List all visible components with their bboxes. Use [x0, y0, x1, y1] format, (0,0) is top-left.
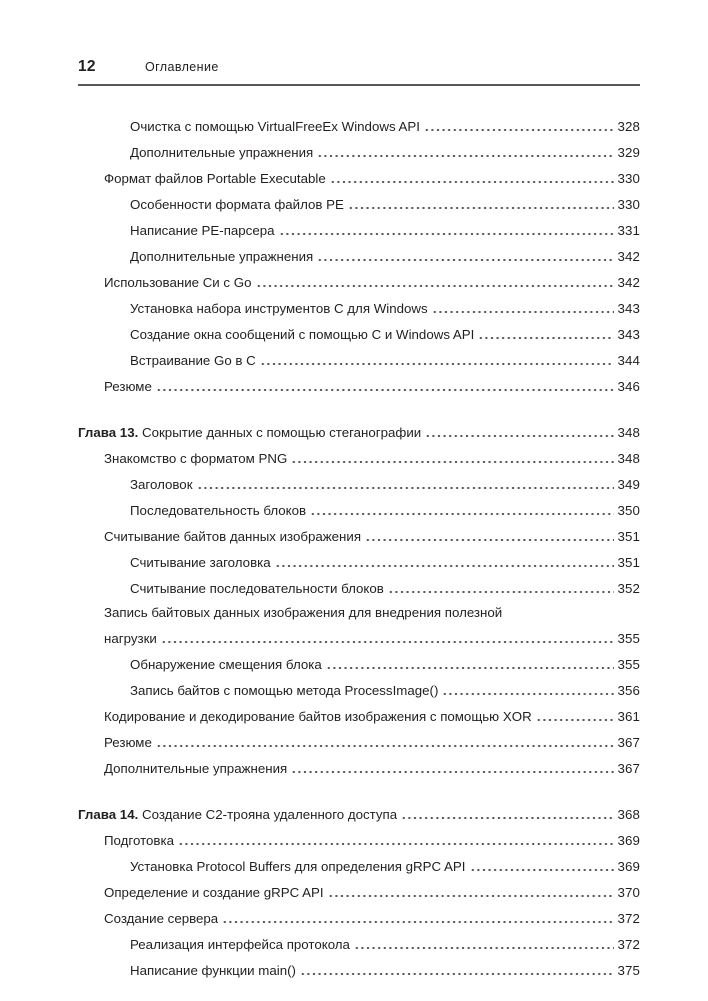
dot-leader — [348, 207, 614, 209]
header-divider — [78, 84, 640, 86]
dot-leader — [536, 719, 614, 721]
toc-page-number: 331 — [617, 223, 640, 238]
chapter-label: Глава 13. — [78, 425, 139, 440]
toc-entry-text: Подготовка — [104, 833, 174, 848]
toc-entry-text: Считывание байтов данных изображения — [104, 529, 362, 544]
toc-entry[interactable] — [78, 620, 640, 646]
toc-page-number: 343 — [617, 301, 640, 316]
toc-page-number: 369 — [617, 859, 640, 874]
toc-entry-text: Встраивание Go в C — [130, 353, 256, 368]
toc-entry-text: Дополнительные упражнения — [104, 761, 288, 776]
toc-entry[interactable] — [78, 848, 640, 874]
toc-entry-text: Заголовок — [130, 477, 193, 492]
toc-entry-text: Реализация интерфейса протокола — [130, 937, 350, 952]
dot-leader — [425, 435, 614, 437]
toc-entry-text: Определение и создание gRPC API — [104, 885, 324, 900]
toc-page-number: 348 — [617, 425, 640, 440]
dot-leader — [256, 285, 614, 287]
dot-leader — [178, 843, 614, 845]
dot-leader — [222, 921, 614, 923]
toc-entry-text: Знакомство с форматом PNG — [104, 451, 288, 466]
toc-entry[interactable] — [78, 926, 640, 952]
toc-page-number: 372 — [617, 911, 640, 926]
dot-leader — [317, 155, 614, 157]
toc-entry[interactable] — [78, 518, 640, 544]
toc-entry[interactable] — [78, 952, 640, 978]
toc-entry[interactable] — [78, 342, 640, 368]
toc-entry-text: Кодирование и декодирование байтов изображения с помощью XOR — [104, 709, 532, 724]
toc-entry-text — [78, 425, 421, 440]
dot-leader — [279, 233, 614, 235]
table-of-contents — [78, 108, 640, 978]
toc-entry-text — [78, 807, 397, 822]
toc-entry-text: Запись байтовых данных изображения для внедрения полезной — [104, 605, 503, 620]
chapter-label: Глава 14. — [78, 807, 139, 822]
toc-page-number: 329 — [617, 145, 640, 160]
toc-chapter-entry[interactable] — [78, 796, 640, 822]
toc-entry-text: Формат файлов Portable Executable — [104, 171, 326, 186]
toc-page-number: 367 — [617, 761, 640, 776]
toc-entry-text: Резюме — [104, 735, 152, 750]
dot-leader — [354, 947, 614, 949]
dot-leader — [442, 693, 614, 695]
toc-entry[interactable] — [78, 466, 640, 492]
toc-entry[interactable] — [78, 822, 640, 848]
dot-leader — [326, 667, 614, 669]
toc-entry-text: Установка Protocol Buffers для определения gRPC API — [130, 859, 466, 874]
dot-leader — [317, 259, 614, 261]
toc-entry[interactable] — [78, 646, 640, 672]
toc-page-number: 356 — [617, 683, 640, 698]
dot-leader — [478, 337, 614, 339]
toc-entry[interactable] — [78, 160, 640, 186]
toc-page-number: 375 — [617, 963, 640, 978]
page-number: 12 — [78, 58, 96, 75]
toc-entry-text: Считывание последовательности блоков — [130, 581, 384, 596]
toc-page-number: 348 — [617, 451, 640, 466]
toc-entry-text: Очистка с помощью VirtualFreeEx Windows API — [130, 119, 420, 134]
page-title: Оглавление — [145, 60, 219, 74]
toc-entry[interactable] — [78, 238, 640, 264]
toc-page-number: 372 — [617, 937, 640, 952]
toc-entry-text: нагрузки — [104, 631, 157, 646]
toc-entry-text: Обнаружение смещения блока — [130, 657, 322, 672]
dot-leader — [156, 745, 614, 747]
dot-leader — [388, 591, 614, 593]
toc-page-number: 328 — [617, 119, 640, 134]
chapter-title: Сокрытие данных с помощью стеганографии — [138, 425, 422, 440]
dot-leader — [275, 565, 614, 567]
section-gap — [78, 776, 640, 796]
dot-leader — [291, 771, 614, 773]
toc-page-number: 355 — [617, 657, 640, 672]
dot-leader — [470, 869, 615, 871]
toc-page-number: 342 — [617, 249, 640, 264]
toc-page-number: 343 — [617, 327, 640, 342]
toc-entry[interactable] — [78, 724, 640, 750]
toc-entry-text: Запись байтов с помощью метода ProcessImage() — [130, 683, 439, 698]
dot-leader — [424, 129, 614, 131]
dot-leader — [291, 461, 614, 463]
toc-page-number: 368 — [617, 807, 640, 822]
toc-entry[interactable] — [78, 186, 640, 212]
chapter-title: Создание C2-трояна удаленного доступа — [138, 807, 398, 822]
toc-page-number: 352 — [617, 581, 640, 596]
toc-page-number: 330 — [617, 197, 640, 212]
dot-leader — [197, 487, 614, 489]
toc-page-number: 351 — [617, 529, 640, 544]
toc-entry[interactable] — [78, 596, 640, 620]
toc-entry-text: Установка набора инструментов C для Windows — [130, 301, 428, 316]
dot-leader — [328, 895, 614, 897]
toc-entry-text: Создание окна сообщений с помощью C и Windows API — [130, 327, 475, 342]
running-header — [78, 58, 640, 84]
toc-entry[interactable] — [78, 672, 640, 698]
toc-chapter-entry[interactable] — [78, 414, 640, 440]
toc-entry[interactable] — [78, 492, 640, 518]
toc-entry[interactable] — [78, 900, 640, 926]
toc-entry[interactable] — [78, 570, 640, 596]
toc-entry-text: Создание сервера — [104, 911, 219, 926]
toc-page-number: 370 — [617, 885, 640, 900]
toc-entry-text: Дополнительные упражнения — [130, 145, 314, 160]
section-gap — [78, 394, 640, 414]
dot-leader — [310, 513, 614, 515]
toc-entry[interactable] — [78, 698, 640, 724]
toc-entry[interactable] — [78, 316, 640, 342]
toc-entry-text: Написание функции main() — [130, 963, 296, 978]
toc-page-number: 344 — [617, 353, 640, 368]
toc-entry[interactable] — [78, 750, 640, 776]
toc-entry-text: Дополнительные упражнения — [130, 249, 314, 264]
toc-entry[interactable] — [78, 108, 640, 134]
dot-leader — [260, 363, 614, 365]
toc-entry[interactable] — [78, 368, 640, 394]
toc-entry-text: Последовательность блоков — [130, 503, 307, 518]
toc-entry-text: Считывание заголовка — [130, 555, 271, 570]
toc-page-number: 349 — [617, 477, 640, 492]
toc-entry[interactable] — [78, 290, 640, 316]
toc-entry-text: Написание PE-парсера — [130, 223, 275, 238]
toc-entry[interactable] — [78, 544, 640, 570]
toc-page-number: 342 — [617, 275, 640, 290]
toc-page-number: 355 — [617, 631, 640, 646]
toc-entry-text: Использование Си с Go — [104, 275, 252, 290]
dot-leader — [156, 389, 614, 391]
toc-entry[interactable] — [78, 264, 640, 290]
toc-entry[interactable] — [78, 134, 640, 160]
dot-leader — [432, 311, 614, 313]
dot-leader — [300, 973, 614, 975]
toc-page-number: 351 — [617, 555, 640, 570]
toc-entry[interactable] — [78, 440, 640, 466]
toc-page-number: 369 — [617, 833, 640, 848]
toc-page-number: 330 — [617, 171, 640, 186]
toc-entry-text: Особенности формата файлов PE — [130, 197, 344, 212]
toc-page-number: 361 — [617, 709, 640, 724]
toc-entry[interactable] — [78, 212, 640, 238]
toc-entry[interactable] — [78, 874, 640, 900]
dot-leader — [365, 539, 614, 541]
toc-entry-text: Резюме — [104, 379, 152, 394]
dot-leader — [330, 181, 614, 183]
toc-page-number: 350 — [617, 503, 640, 518]
dot-leader — [401, 817, 614, 819]
dot-leader — [161, 641, 614, 643]
toc-page-number: 346 — [617, 379, 640, 394]
toc-page-number: 367 — [617, 735, 640, 750]
